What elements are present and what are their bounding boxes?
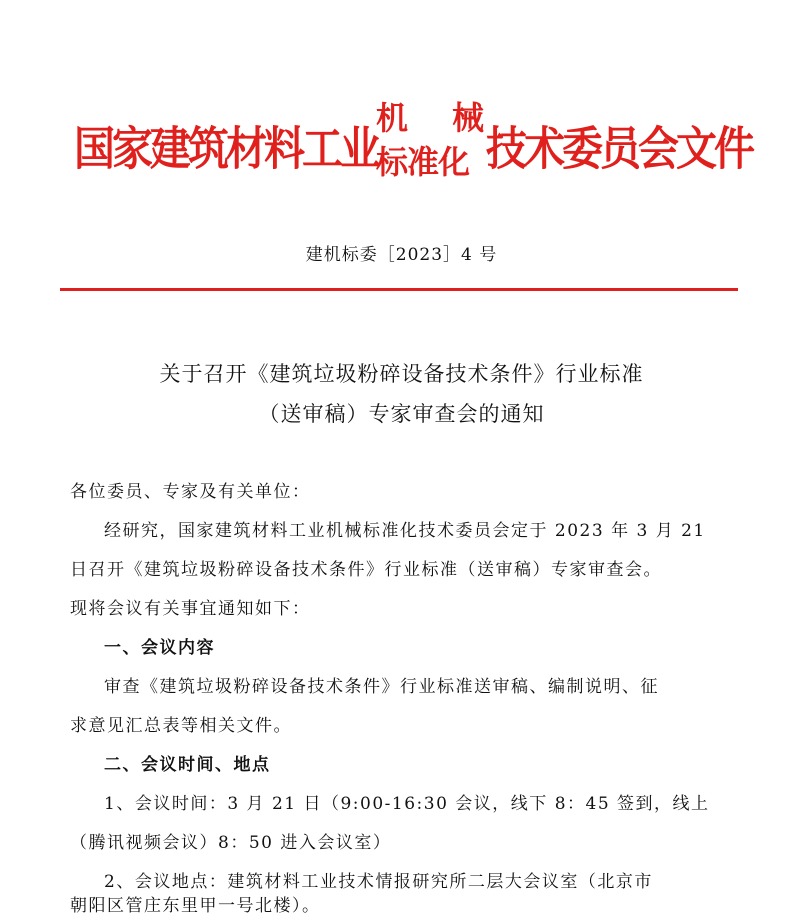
header-title-right: 技术委员会文件 bbox=[486, 122, 752, 176]
paragraph-4-line-1: 2、会议地点：建筑材料工业技术情报研究所二层大会议室（北京市 bbox=[104, 872, 653, 892]
paragraph-4-line-2: 朝阳区管庄东里甲一号北楼）。 bbox=[70, 896, 321, 916]
section-heading-2: 二、会议时间、地点 bbox=[104, 755, 271, 775]
paragraph-1-line-3: 现将会议有关事宜通知如下： bbox=[70, 599, 311, 619]
salutation: 各位委员、专家及有关单位： bbox=[70, 482, 311, 502]
notice-title-line-2: （送审稿）专家审查会的通知 bbox=[258, 402, 545, 426]
document-number: 建机标委［2023］4 号 bbox=[305, 245, 498, 265]
paragraph-3-line-2: （腾讯视频会议）8：50 进入会议室） bbox=[70, 833, 392, 853]
paragraph-2-line-2: 求意见汇总表等相关文件。 bbox=[70, 716, 292, 736]
paragraph-2-line-1: 审查《建筑垃圾粉碎设备技术条件》行业标准送审稿、编制说明、征 bbox=[104, 677, 659, 697]
header-stack-char-1: 机 bbox=[376, 99, 409, 137]
header-stacked-text bbox=[376, 96, 484, 184]
paragraph-3-line-1: 1、会议时间：3 月 21 日（9:00-16:30 会议，线下 8：45 签到，线上 bbox=[104, 794, 710, 814]
header-stack-bottom: 标准化 bbox=[376, 143, 470, 181]
red-divider bbox=[60, 288, 738, 291]
header-stack-char-2: 械 bbox=[451, 99, 484, 137]
document-header bbox=[58, 94, 758, 184]
section-heading-1: 一、会议内容 bbox=[104, 638, 215, 658]
notice-title-line-1: 关于召开《建筑垃圾粉碎设备技术条件》行业标准 bbox=[159, 362, 644, 386]
paragraph-1-line-2: 日召开《建筑垃圾粉碎设备技术条件》行业标准（送审稿）专家审查会。 bbox=[70, 560, 662, 580]
paragraph-1-line-1: 经研究，国家建筑材料工业机械标准化技术委员会定于 2023 年 3 月 21 bbox=[104, 521, 706, 541]
header-title-left: 国家建筑材料工业 bbox=[74, 122, 378, 176]
